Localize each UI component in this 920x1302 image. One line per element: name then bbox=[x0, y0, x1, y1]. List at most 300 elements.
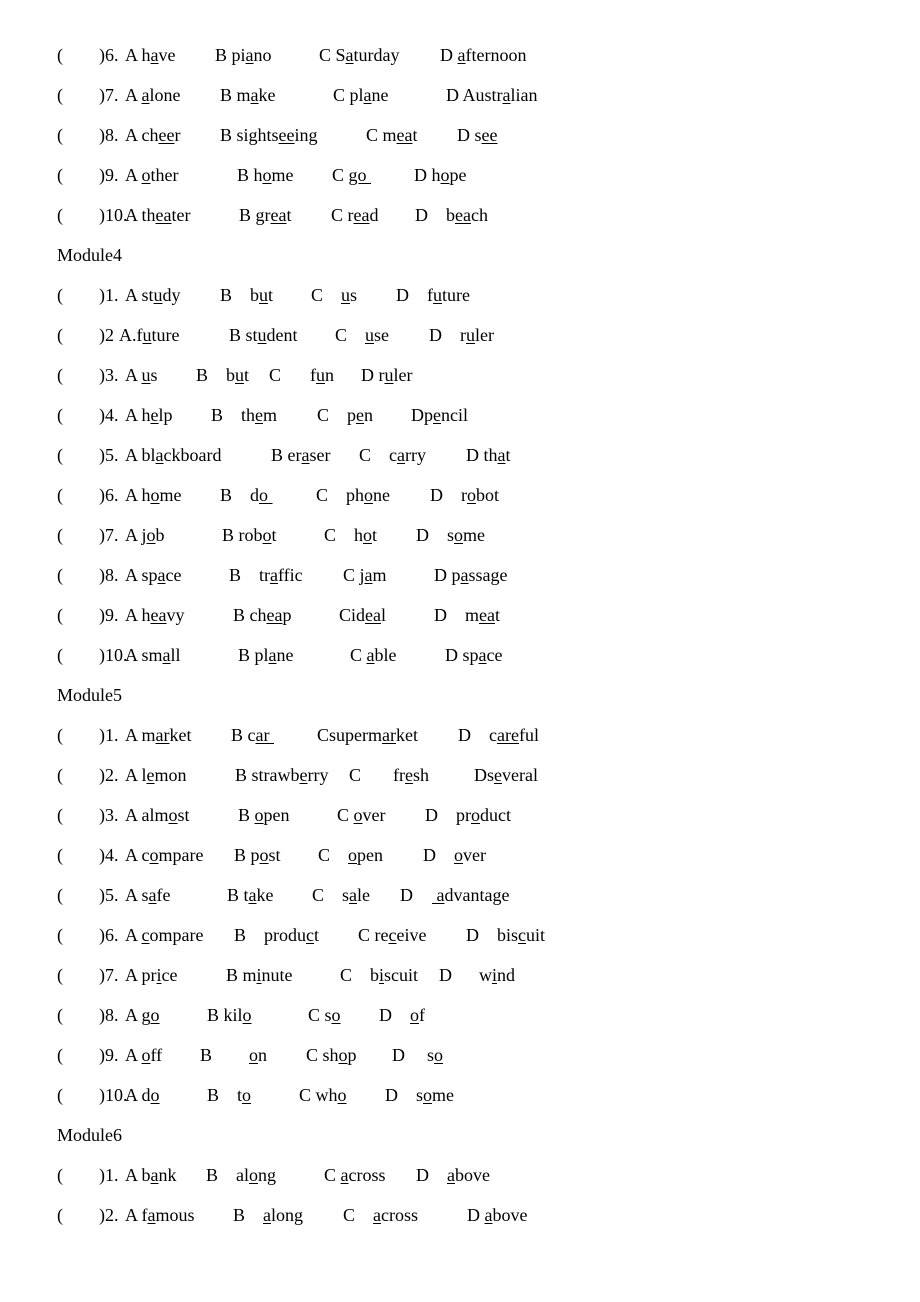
answer-blank-open[interactable]: ( bbox=[57, 85, 63, 105]
option-text: me bbox=[271, 165, 294, 185]
answer-option bbox=[238, 643, 294, 667]
underlined-letters: o bbox=[454, 845, 463, 865]
option-text: A b bbox=[125, 1165, 151, 1185]
answer-option bbox=[229, 323, 298, 347]
option-text: vy bbox=[166, 605, 185, 625]
option-text: t bbox=[271, 525, 277, 545]
answer-blank-open[interactable]: ( bbox=[57, 965, 63, 985]
underlined-letters: a bbox=[301, 445, 310, 465]
option-text: ll bbox=[170, 645, 181, 665]
answer-blank-open[interactable]: ( bbox=[57, 605, 63, 625]
option-text: bot bbox=[476, 485, 500, 505]
underlined-letters: a bbox=[366, 645, 375, 665]
underlined-letters: a bbox=[457, 45, 466, 65]
option-text: A c bbox=[125, 845, 150, 865]
underlined-letters: c bbox=[388, 925, 397, 945]
answer-option bbox=[125, 603, 185, 627]
underlined-letters: e bbox=[255, 405, 264, 425]
question-row bbox=[57, 163, 857, 187]
option-text: B st bbox=[229, 325, 258, 345]
option-text: B al bbox=[206, 1165, 249, 1185]
underlined-letters: ea bbox=[365, 605, 381, 625]
answer-blank-open[interactable]: ( bbox=[57, 1085, 63, 1105]
answer-option bbox=[479, 963, 515, 987]
underlined-letters: a bbox=[157, 565, 166, 585]
question-row bbox=[57, 723, 857, 747]
answer-blank-open[interactable]: ( bbox=[57, 1165, 63, 1185]
option-text: A h bbox=[125, 45, 151, 65]
option-text: rry bbox=[307, 765, 329, 785]
option-text: B th bbox=[211, 405, 256, 425]
underlined-letters: o bbox=[337, 1085, 347, 1105]
module-heading: Module4 bbox=[57, 245, 122, 265]
option-text: cross bbox=[381, 1205, 419, 1225]
option-text: Cid bbox=[339, 605, 366, 625]
answer-blank-open[interactable]: ( bbox=[57, 1045, 63, 1065]
answer-blank-open[interactable]: ( bbox=[57, 125, 63, 145]
answer-option bbox=[125, 963, 178, 987]
underlined-letters: u bbox=[341, 285, 351, 305]
answer-option bbox=[206, 1163, 276, 1187]
answer-option bbox=[414, 163, 467, 187]
question-number: )4. bbox=[99, 845, 119, 865]
option-text: D s bbox=[385, 1085, 424, 1105]
underlined-letters: o bbox=[242, 1085, 252, 1105]
answer-option bbox=[466, 443, 511, 467]
underlined-letters: o bbox=[410, 1005, 419, 1025]
question-row bbox=[57, 1083, 857, 1107]
underlined-letters: go bbox=[348, 165, 372, 185]
option-text: mon bbox=[154, 765, 187, 785]
option-text: C m bbox=[366, 125, 397, 145]
answer-option bbox=[125, 763, 187, 787]
answer-blank-open[interactable]: ( bbox=[57, 525, 63, 545]
option-text: C bbox=[318, 845, 349, 865]
underlined-letters: a bbox=[162, 645, 171, 665]
option-text: sh bbox=[413, 765, 430, 785]
underlined-letters: o bbox=[149, 845, 159, 865]
option-text: D bbox=[379, 1005, 410, 1025]
option-text: s bbox=[350, 285, 358, 305]
answer-option bbox=[125, 1003, 160, 1027]
question-row bbox=[57, 83, 857, 107]
option-text: A f bbox=[125, 1205, 148, 1225]
underlined-letters: a bbox=[245, 45, 254, 65]
option-text: B bbox=[200, 1045, 213, 1065]
answer-blank-open[interactable]: ( bbox=[57, 645, 63, 665]
option-text: dent bbox=[266, 325, 298, 345]
underlined-letters: a bbox=[460, 565, 469, 585]
question-row bbox=[57, 1003, 857, 1027]
option-text: C bbox=[349, 765, 362, 785]
underlined-letters: o bbox=[363, 525, 373, 545]
option-text: mpare bbox=[158, 845, 204, 865]
option-text: A.f bbox=[119, 325, 143, 345]
question-number: )5. bbox=[99, 445, 119, 465]
answer-blank-open[interactable]: ( bbox=[57, 285, 63, 305]
option-text: duct bbox=[480, 805, 511, 825]
option-text: Dp bbox=[411, 405, 433, 425]
question-row bbox=[57, 1163, 857, 1187]
answer-option bbox=[229, 563, 303, 587]
option-text: r bbox=[174, 125, 181, 145]
answer-blank-open[interactable]: ( bbox=[57, 805, 63, 825]
answer-option bbox=[227, 883, 274, 907]
option-text: D r bbox=[430, 485, 467, 505]
option-text: D sp bbox=[445, 645, 479, 665]
option-text: bove bbox=[455, 1165, 490, 1185]
underlined-letters: o bbox=[262, 525, 272, 545]
question-number: )1. bbox=[99, 1165, 119, 1185]
question-row bbox=[57, 403, 857, 427]
underlined-letters: e bbox=[150, 405, 159, 425]
underlined-letters: are bbox=[497, 725, 519, 745]
option-text: A h bbox=[125, 485, 151, 505]
option-text: C pl bbox=[333, 85, 364, 105]
question-number: )7. bbox=[99, 965, 119, 985]
underlined-letters: a bbox=[148, 885, 157, 905]
option-text: ce bbox=[165, 565, 182, 585]
option-text: ssage bbox=[468, 565, 508, 585]
option-text: ler bbox=[393, 365, 413, 385]
underlined-letters: i bbox=[492, 965, 498, 985]
option-text: cross bbox=[348, 1165, 386, 1185]
underlined-letters: a bbox=[502, 85, 511, 105]
option-text: n bbox=[258, 1045, 267, 1065]
option-text: C p bbox=[317, 405, 357, 425]
question-number: )4. bbox=[99, 405, 119, 425]
answer-option bbox=[299, 1083, 347, 1107]
underlined-letters: u bbox=[153, 285, 163, 305]
answer-blank-open[interactable]: ( bbox=[57, 925, 63, 945]
option-text: B b bbox=[220, 285, 260, 305]
underlined-letters: o bbox=[249, 1045, 258, 1065]
option-text: B sights bbox=[220, 125, 279, 145]
underlined-letters: o bbox=[364, 485, 374, 505]
option-text: A th bbox=[125, 205, 156, 225]
underlined-letters: u bbox=[259, 285, 269, 305]
option-text: A bbox=[125, 85, 142, 105]
answer-option bbox=[445, 643, 503, 667]
underlined-letters: a bbox=[364, 565, 373, 585]
answer-option bbox=[196, 363, 249, 387]
option-text: s bbox=[150, 365, 158, 385]
answer-option bbox=[316, 483, 390, 507]
underlined-letters: a bbox=[432, 885, 445, 905]
question-row bbox=[57, 443, 857, 467]
question-number: )10. bbox=[99, 205, 128, 225]
option-text: D h bbox=[414, 165, 441, 185]
question-number: )9. bbox=[99, 605, 119, 625]
question-row bbox=[57, 603, 857, 627]
underlined-letters: o bbox=[434, 1045, 444, 1065]
underlined-letters: o bbox=[423, 1085, 433, 1105]
option-text: no bbox=[253, 45, 272, 65]
underlined-letters: a bbox=[147, 1205, 156, 1225]
answer-option bbox=[125, 803, 190, 827]
answer-option bbox=[458, 723, 539, 747]
option-text: ture bbox=[442, 285, 470, 305]
answer-option bbox=[207, 1083, 251, 1107]
answer-option bbox=[343, 563, 387, 587]
underlined-letters: o bbox=[467, 485, 476, 505]
option-text: A pr bbox=[125, 965, 157, 985]
option-text: f bbox=[310, 365, 316, 385]
question-number: )3. bbox=[99, 365, 119, 385]
option-text: C s bbox=[312, 885, 350, 905]
underlined-letters: ee bbox=[278, 125, 295, 145]
answer-option bbox=[310, 363, 334, 387]
answer-blank-open[interactable]: ( bbox=[57, 565, 63, 585]
option-text: s bbox=[427, 1045, 435, 1065]
option-text: B bbox=[238, 805, 255, 825]
option-text: D b bbox=[415, 205, 455, 225]
answer-blank-open[interactable]: ( bbox=[57, 165, 63, 185]
answer-option bbox=[231, 723, 274, 747]
option-text: A bl bbox=[125, 445, 156, 465]
option-text: fe bbox=[156, 885, 171, 905]
underlined-letters: o bbox=[150, 1085, 160, 1105]
answer-option bbox=[446, 83, 538, 107]
option-text: B strawb bbox=[235, 765, 300, 785]
option-text: me bbox=[432, 1085, 455, 1105]
answer-option bbox=[308, 1003, 341, 1027]
answer-option bbox=[233, 603, 291, 627]
option-text: ter bbox=[171, 205, 191, 225]
option-text: D bbox=[416, 1165, 447, 1185]
option-text: B c bbox=[231, 725, 256, 745]
option-text: A bbox=[125, 365, 142, 385]
option-text: pe bbox=[449, 165, 467, 185]
answer-option bbox=[125, 843, 203, 867]
answer-blank-open[interactable]: ( bbox=[57, 1005, 63, 1025]
option-text: st bbox=[177, 805, 190, 825]
answer-option bbox=[125, 443, 222, 467]
option-text: D bbox=[467, 1205, 485, 1225]
option-text: C b bbox=[340, 965, 380, 985]
option-text: t bbox=[268, 285, 274, 305]
option-text: ver bbox=[362, 805, 386, 825]
question-row bbox=[57, 563, 857, 587]
underlined-letters: u bbox=[257, 325, 267, 345]
option-text: veral bbox=[502, 765, 538, 785]
underlined-letters: u bbox=[384, 365, 394, 385]
answer-option bbox=[119, 323, 179, 347]
option-text: A alm bbox=[125, 805, 169, 825]
option-text: C wh bbox=[299, 1085, 338, 1105]
answer-blank-open[interactable]: ( bbox=[57, 45, 63, 65]
answer-option bbox=[215, 43, 272, 67]
underlined-letters: a bbox=[141, 85, 150, 105]
option-text: Csuperm bbox=[317, 725, 382, 745]
answer-option bbox=[340, 963, 418, 987]
answer-option bbox=[125, 203, 190, 227]
option-text: b bbox=[155, 525, 165, 545]
option-text: A sp bbox=[125, 565, 158, 585]
option-text: C ph bbox=[316, 485, 365, 505]
option-text: A ch bbox=[125, 125, 159, 145]
option-text: le bbox=[357, 885, 371, 905]
option-text: C bbox=[335, 325, 366, 345]
answer-blank-open[interactable]: ( bbox=[57, 845, 63, 865]
option-text: ce bbox=[486, 645, 503, 665]
option-text: C bbox=[269, 365, 282, 385]
answer-blank-open[interactable]: ( bbox=[57, 325, 63, 345]
question-number: )10. bbox=[99, 1085, 128, 1105]
answer-option bbox=[234, 923, 319, 947]
answer-option bbox=[233, 1203, 303, 1227]
option-text: ket bbox=[169, 725, 192, 745]
question-number: )3. bbox=[99, 805, 119, 825]
answer-option bbox=[125, 363, 158, 387]
answer-option bbox=[125, 1163, 177, 1187]
answer-blank-open[interactable]: ( bbox=[57, 725, 63, 745]
underlined-letters: o bbox=[471, 805, 480, 825]
option-text: D c bbox=[458, 725, 497, 745]
answer-option bbox=[358, 923, 426, 947]
option-text: B tr bbox=[229, 565, 271, 585]
underlined-letters: ee bbox=[158, 125, 175, 145]
answer-blank-open[interactable]: ( bbox=[57, 445, 63, 465]
answer-option bbox=[125, 283, 181, 307]
underlined-letters: o bbox=[454, 525, 464, 545]
answer-blank-open[interactable]: ( bbox=[57, 405, 63, 425]
answer-option bbox=[237, 163, 294, 187]
answer-option bbox=[125, 163, 179, 187]
option-text: ke bbox=[258, 85, 276, 105]
answer-blank-open[interactable]: ( bbox=[57, 205, 63, 225]
option-text: C c bbox=[359, 445, 397, 465]
option-text: n bbox=[325, 365, 334, 385]
underlined-letters: ea bbox=[270, 205, 287, 225]
option-text: d bbox=[369, 205, 379, 225]
answer-option bbox=[432, 883, 509, 907]
answer-option bbox=[318, 843, 383, 867]
answer-option bbox=[200, 1043, 212, 1067]
underlined-letters: o bbox=[141, 165, 151, 185]
underlined-letters: a bbox=[478, 645, 487, 665]
answer-option bbox=[343, 1203, 418, 1227]
answer-option bbox=[125, 43, 176, 67]
option-text: D bis bbox=[466, 925, 519, 945]
answer-blank-open[interactable]: ( bbox=[57, 1205, 63, 1225]
underlined-letters: ea bbox=[455, 205, 471, 225]
question-number: )8. bbox=[99, 1005, 119, 1025]
answer-blank-open[interactable]: ( bbox=[57, 485, 63, 505]
option-text: D s bbox=[457, 125, 482, 145]
answer-option bbox=[271, 443, 331, 467]
option-text: C bbox=[350, 645, 367, 665]
option-text: B produ bbox=[234, 925, 306, 945]
answer-option bbox=[125, 723, 192, 747]
answer-option bbox=[434, 603, 500, 627]
answer-option bbox=[234, 843, 281, 867]
question-number: )2. bbox=[99, 765, 119, 785]
answer-option bbox=[125, 483, 182, 507]
option-text: ful bbox=[518, 725, 539, 745]
option-text: nute bbox=[261, 965, 293, 985]
option-text: ng bbox=[258, 1165, 276, 1185]
option-text: ne bbox=[373, 485, 391, 505]
underlined-letters: u bbox=[365, 325, 375, 345]
underlined-letters: u bbox=[316, 365, 325, 385]
option-text: D r bbox=[361, 365, 385, 385]
option-text: l bbox=[381, 605, 387, 625]
option-text: rry bbox=[405, 445, 426, 465]
answer-option bbox=[440, 43, 526, 67]
option-text: lone bbox=[149, 85, 181, 105]
answer-option bbox=[416, 523, 485, 547]
answer-option bbox=[207, 1003, 252, 1027]
option-text: C s bbox=[308, 1005, 332, 1025]
question-number: )7. bbox=[99, 85, 119, 105]
underlined-letters: a bbox=[268, 645, 277, 665]
option-text: t bbox=[286, 205, 292, 225]
answer-option bbox=[311, 283, 357, 307]
option-text: p bbox=[282, 605, 292, 625]
option-text: ver bbox=[463, 845, 486, 865]
underlined-letters: u bbox=[433, 285, 442, 305]
underlined-letters: a bbox=[447, 1165, 455, 1185]
underlined-letters: c bbox=[306, 925, 314, 945]
option-text: eive bbox=[396, 925, 427, 945]
answer-option bbox=[415, 203, 488, 227]
answer-blank-open[interactable]: ( bbox=[57, 885, 63, 905]
answer-option bbox=[385, 1083, 454, 1107]
option-text: t bbox=[244, 365, 250, 385]
option-text: fternoon bbox=[465, 45, 527, 65]
question-number: )2 bbox=[99, 325, 119, 345]
option-text: ne bbox=[276, 645, 294, 665]
option-text: A h bbox=[125, 405, 151, 425]
option-text: ket bbox=[395, 725, 418, 745]
answer-blank-open[interactable]: ( bbox=[57, 365, 63, 385]
option-text: C r bbox=[331, 205, 354, 225]
answer-option bbox=[423, 843, 486, 867]
answer-option bbox=[220, 483, 273, 507]
answer-option bbox=[474, 763, 538, 787]
underlined-letters: e bbox=[146, 765, 155, 785]
answer-blank-open[interactable]: ( bbox=[57, 765, 63, 785]
option-text: D p bbox=[434, 565, 461, 585]
underlined-letters: i bbox=[156, 965, 162, 985]
option-text: st bbox=[268, 845, 281, 865]
answer-option bbox=[312, 883, 370, 907]
underlined-letters: a bbox=[155, 445, 164, 465]
question-number: )10. bbox=[99, 645, 128, 665]
option-text: pen bbox=[263, 805, 290, 825]
option-text: B t bbox=[227, 885, 249, 905]
option-text: uit bbox=[526, 925, 546, 945]
answer-option bbox=[306, 1043, 357, 1067]
answer-option bbox=[220, 83, 276, 107]
question-row bbox=[57, 763, 857, 787]
option-text: D r bbox=[429, 325, 466, 345]
option-text: ther bbox=[150, 165, 179, 185]
question-row bbox=[57, 43, 857, 67]
underlined-letters: o bbox=[338, 1045, 348, 1065]
underlined-letters: ar bbox=[155, 725, 170, 745]
underlined-letters: e bbox=[405, 765, 413, 785]
underlined-letters: o bbox=[150, 1005, 160, 1025]
answer-option bbox=[125, 1083, 160, 1107]
option-text: Ds bbox=[474, 765, 495, 785]
underlined-letters: o bbox=[259, 485, 273, 505]
underlined-letters: o bbox=[141, 1045, 151, 1065]
option-text: B pi bbox=[215, 45, 246, 65]
answer-option bbox=[457, 123, 498, 147]
underlined-letters: a bbox=[363, 85, 372, 105]
